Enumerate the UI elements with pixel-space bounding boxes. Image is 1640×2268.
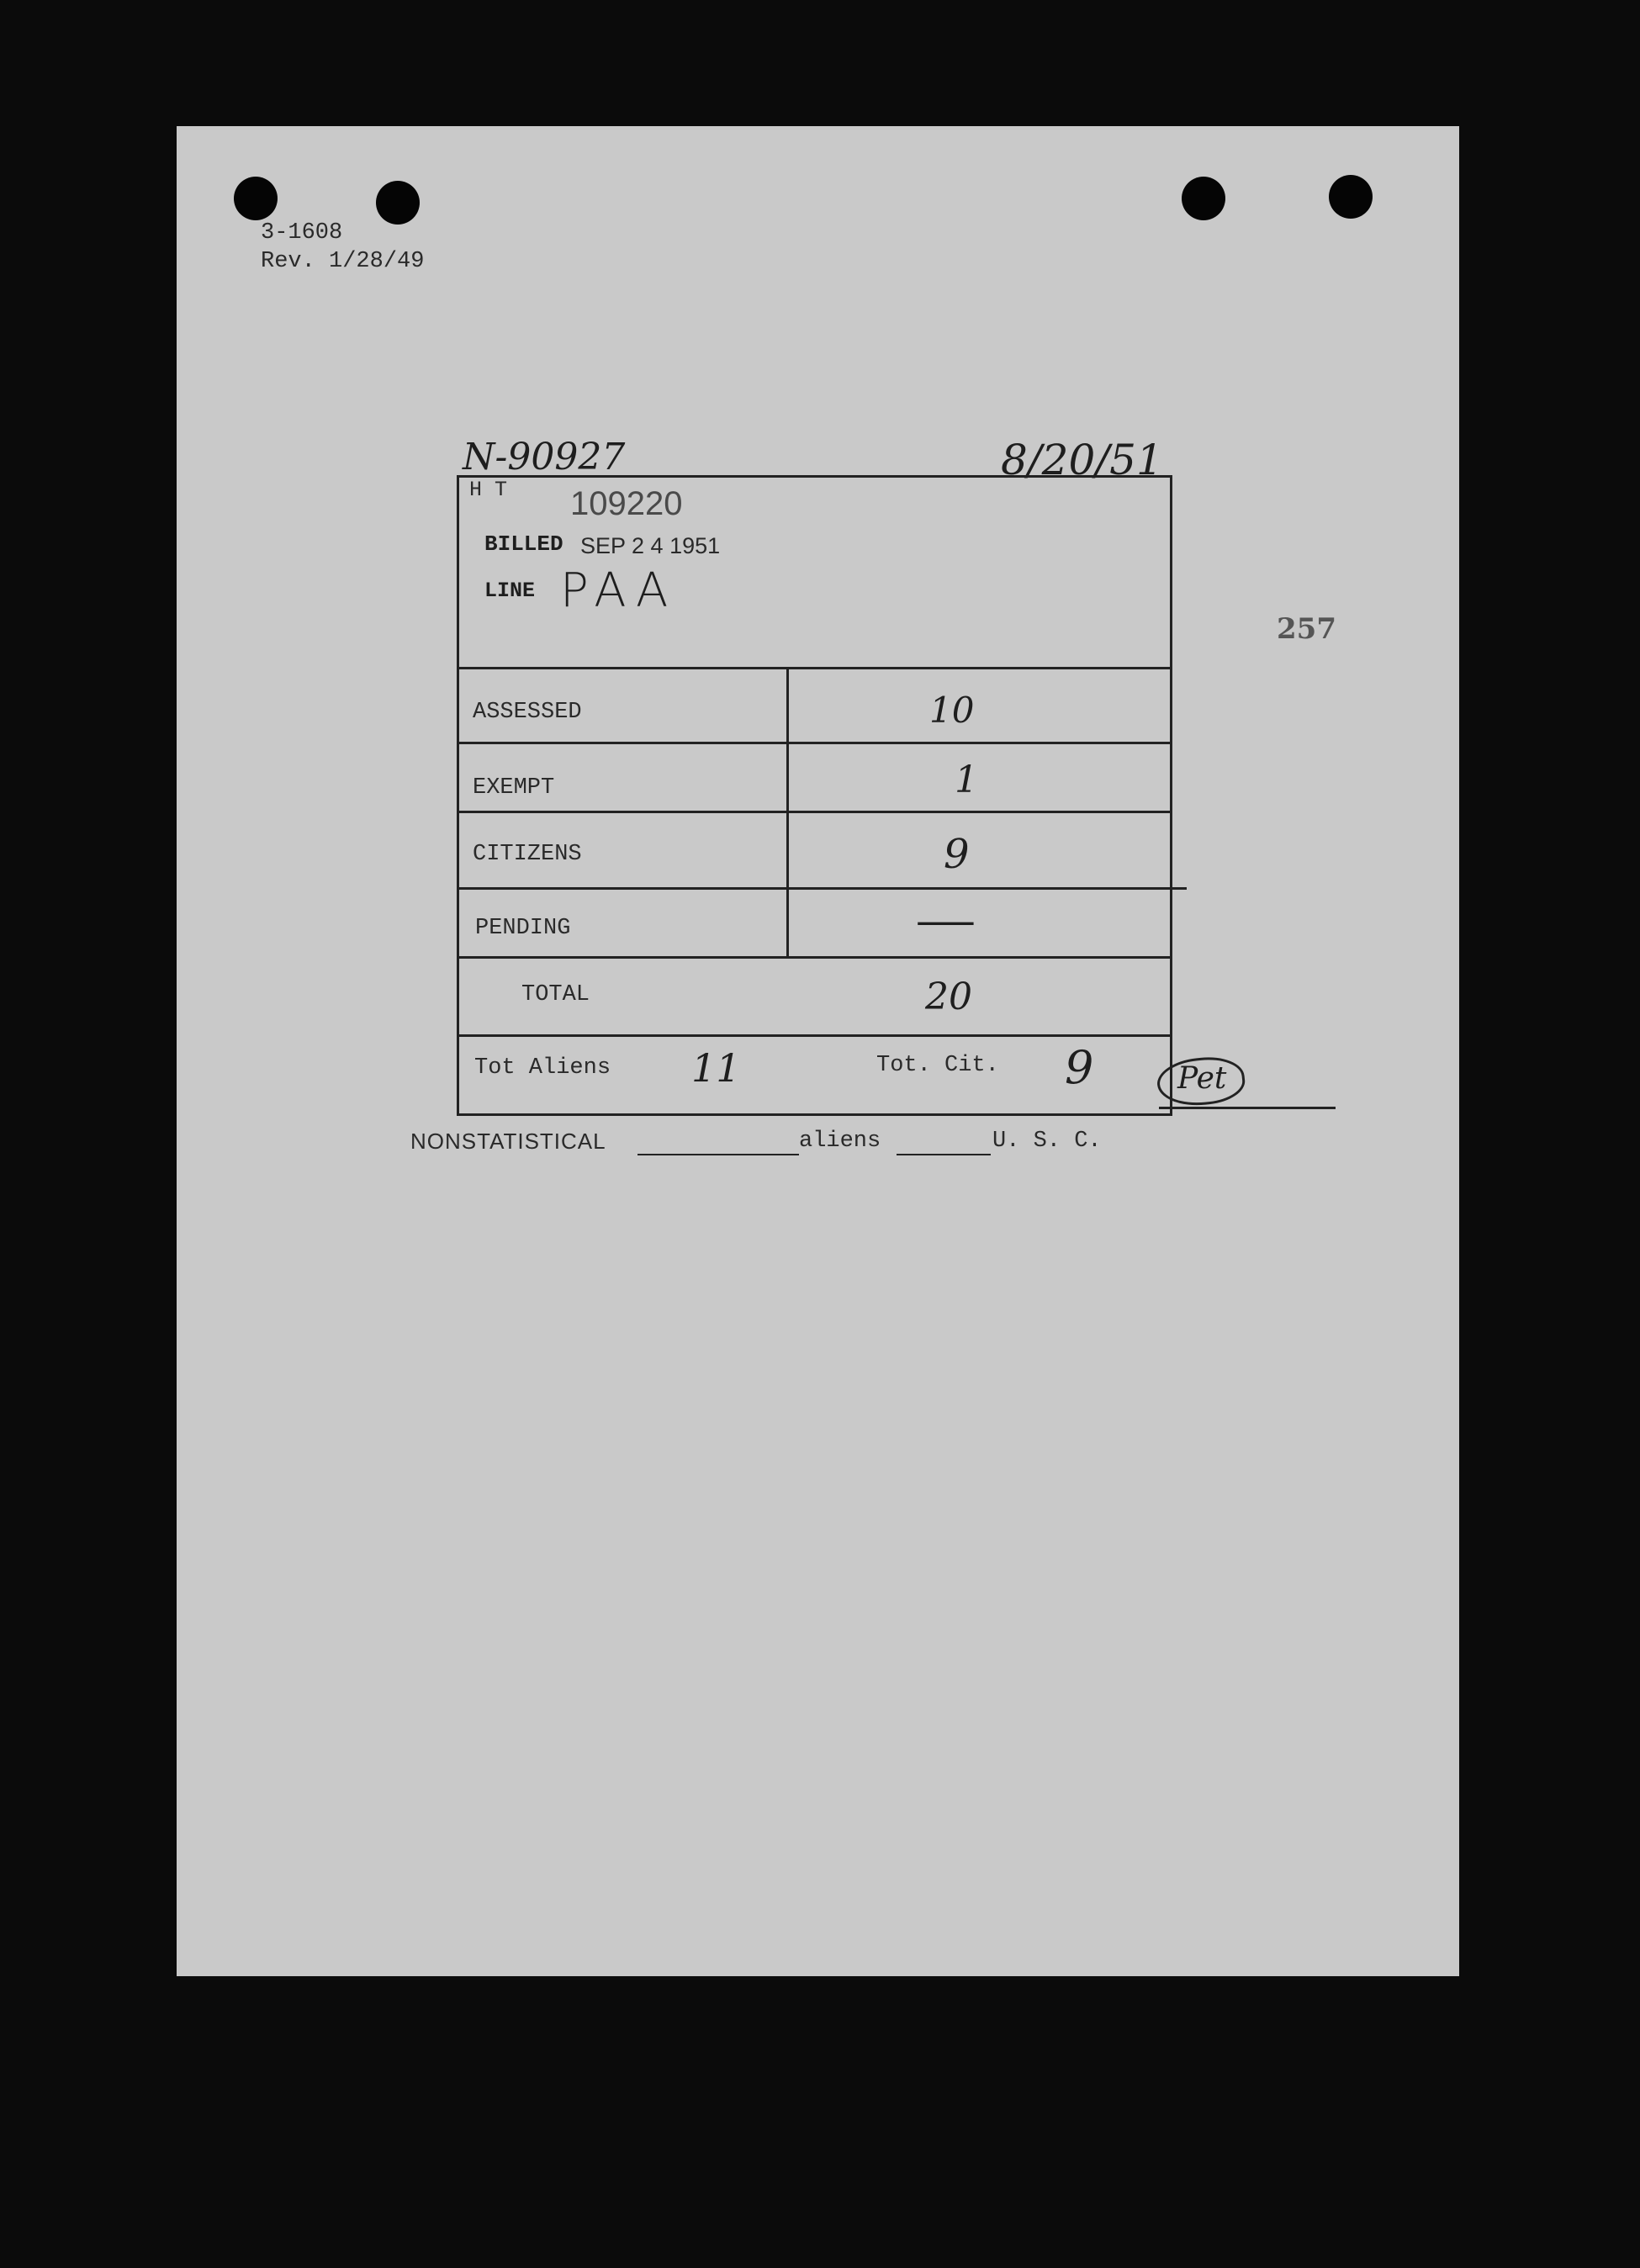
assessed-value: 10 xyxy=(929,690,975,731)
handwritten-date: 8/20/51 xyxy=(1001,436,1163,484)
total-aliens-label: Tot Aliens xyxy=(474,1055,611,1081)
initials-underline xyxy=(1159,1107,1336,1109)
pending-label: PENDING xyxy=(475,916,571,941)
ht-label: H T xyxy=(469,478,508,502)
exempt-value: 1 xyxy=(955,759,978,801)
column-divider xyxy=(786,667,789,956)
total-label: TOTAL xyxy=(521,982,590,1007)
document-page xyxy=(177,126,1459,1976)
row-divider xyxy=(457,956,1172,959)
ht-number: 109220 xyxy=(570,485,683,522)
pending-value: — xyxy=(915,896,976,946)
aliens-blank xyxy=(897,1154,991,1155)
total-value: 20 xyxy=(925,975,972,1018)
usc-label: U. S. C. xyxy=(992,1129,1102,1154)
punch-hole xyxy=(1329,175,1373,219)
line-label: LINE xyxy=(484,579,536,603)
assessed-label: ASSESSED xyxy=(473,700,582,725)
punch-hole xyxy=(234,177,278,220)
carrier-code: PAA xyxy=(560,563,677,618)
form-revision: Rev. 1/28/49 xyxy=(261,249,425,274)
nonstatistical-label: NONSTATISTICAL xyxy=(410,1129,606,1154)
row-divider xyxy=(457,887,1187,890)
citizens-label: CITIZENS xyxy=(473,842,582,867)
total-citizens-label: Tot. Cit. xyxy=(876,1053,999,1078)
initials-text: Pet xyxy=(1177,1061,1227,1096)
punch-hole xyxy=(376,181,420,225)
page-number: 257 xyxy=(1277,612,1336,646)
form-number: 3-1608 xyxy=(261,220,343,246)
aliens-word: aliens xyxy=(799,1129,881,1154)
citizens-value: 9 xyxy=(944,831,970,878)
row-divider xyxy=(457,811,1172,813)
punch-hole xyxy=(1182,177,1225,220)
total-aliens-value: 11 xyxy=(691,1045,741,1091)
exempt-label: EXEMPT xyxy=(473,775,555,801)
row-divider xyxy=(457,667,1172,669)
billed-date-stamp: SEP 2 4 1951 xyxy=(580,533,721,558)
nonstatistical-blank xyxy=(637,1154,799,1155)
row-divider xyxy=(457,742,1172,744)
file-number: N-90927 xyxy=(463,436,626,478)
row-divider xyxy=(457,1034,1172,1037)
billed-label: BILLED xyxy=(484,531,563,557)
total-citizens-value: 9 xyxy=(1065,1041,1094,1094)
